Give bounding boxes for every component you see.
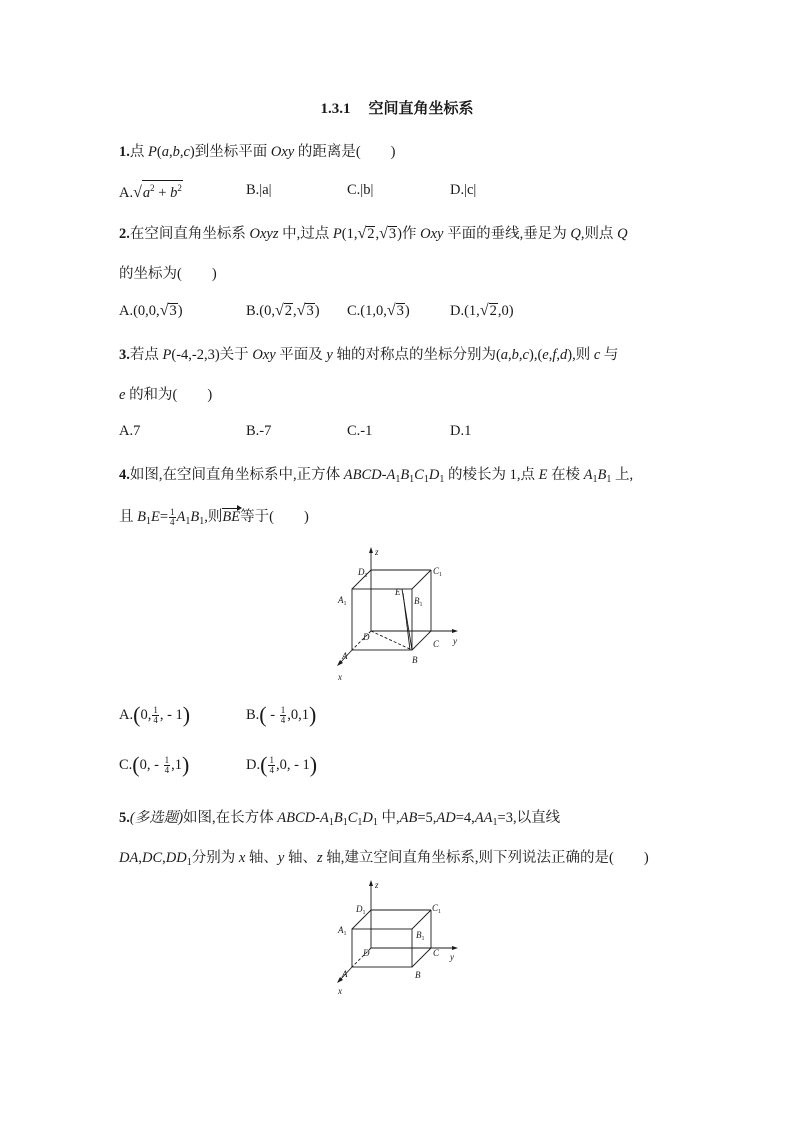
q4-label-y: y <box>453 636 457 646</box>
q5-label-c1: $C_1$ <box>432 903 442 915</box>
q4-label-d: D <box>363 632 370 642</box>
q2-text-line2: 的坐标为( <box>119 266 182 282</box>
q3-option-b[interactable]: B.-7 <box>246 423 272 439</box>
q5-label-x: x <box>338 986 342 996</box>
q1-option-a-label: A. <box>119 184 134 201</box>
q5-stem-line1 <box>119 806 560 827</box>
q4-option-d[interactable]: D.( $\frac{1}{4}$ ,0, - 1) <box>246 751 318 777</box>
q1-option-b[interactable]: B.|a| <box>246 182 272 198</box>
q1-option-c[interactable]: C.|b| <box>347 182 374 198</box>
q2-option-b[interactable]: B.(0,√2,√3) <box>246 302 320 319</box>
q4-option-a[interactable]: A.(0, $\frac{1}{4}$ , - 1) <box>119 701 191 727</box>
vector-be: BE <box>222 509 241 525</box>
q5-close: ) <box>643 850 649 866</box>
q1-option-a[interactable] <box>119 180 183 202</box>
q5-text-line1: 如图,在长方体 ABCD-$A_1B_1C_1D_1$ 中$,AB=5,AD=4,AA_1=3$,以直线 <box>183 810 561 828</box>
q3-text-line2: e 的和为( <box>119 387 178 403</box>
q5-stem-line2 <box>119 846 649 867</box>
q5-label-a1: $A_1$ <box>338 925 347 937</box>
q4-label-b: B <box>412 655 418 665</box>
q4-label-a1: $A_1$ <box>338 595 347 607</box>
q4-stem-line1 <box>119 463 633 484</box>
q4-label-d1: $D_1$ <box>358 567 368 579</box>
q2-stem-line2 <box>119 262 217 283</box>
q4-label-e: E <box>395 587 401 597</box>
q2-option-c[interactable]: C.(1,0,√3) <box>347 302 410 319</box>
q5-number: 5. <box>119 810 130 826</box>
q3-option-a[interactable]: A.7 <box>119 423 141 439</box>
q4-option-b[interactable]: B.( - $\frac{1}{4}$ ,0,1) <box>246 701 317 727</box>
q5-box-figure <box>330 878 470 996</box>
q4-label-c1: $C_1$ <box>433 566 443 578</box>
q3-option-d[interactable]: D.1 <box>450 423 472 439</box>
q4-close: ) <box>303 509 309 525</box>
q2-text-line1: 在空间直角坐标系 Oxyz 中,过点 P(1,√2,√3)作 Oxy 平面的垂线,垂足为 Q,则点 Q <box>129 225 628 242</box>
q4-cube-figure <box>330 545 470 685</box>
q2-option-a[interactable]: A.(0,0,√3) <box>119 302 183 319</box>
q2-option-d[interactable]: D.(1,√2,0) <box>450 302 514 319</box>
sqrt-icon: √ <box>133 183 142 201</box>
q1-option-a-expr: $a^2 + b^2$ <box>142 180 183 201</box>
q1-number: 1. <box>119 144 130 160</box>
q4-label-b1: $B_1$ <box>414 596 423 608</box>
q1-text: 点 P(a,b,c)到坐标平面 Oxy 的距离是( <box>129 144 361 160</box>
q5-label-d: D <box>363 948 370 958</box>
q3-close: ) <box>207 387 213 403</box>
q5-text-line2: $DA,DC,DD_1$分别为 x 轴、y 轴、z 轴,建立空间直角坐标系,则下列说法正确的是( <box>119 850 614 868</box>
q5-label-a: A <box>342 969 348 979</box>
q4-label-x: x <box>338 672 342 682</box>
q4-text-line2: 且 $B_1E=$ $\frac{1}{4}$ $A_1B_1$,则BE等于( <box>119 507 274 528</box>
q4-text-line1: 如图,在空间直角坐标系中,正方体 ABCD-$A_1B_1C_1D_1$ 的棱长为 1,点 E 在棱 $A_1B_1$ 上, <box>129 467 634 485</box>
q1-stem <box>119 140 396 161</box>
q3-stem-line1 <box>119 343 618 364</box>
q1-option-d[interactable]: D.|c| <box>450 182 477 198</box>
q5-label-c: C <box>433 948 440 958</box>
page-title <box>0 97 794 118</box>
q4-number: 4. <box>119 467 130 483</box>
q3-number: 3. <box>119 347 130 363</box>
q5-label-d1: $D_1$ <box>356 904 366 916</box>
q4-label-c: C <box>433 639 440 649</box>
q2-close: ) <box>211 266 217 282</box>
q3-option-c[interactable]: C.-1 <box>347 423 373 439</box>
q4-label-a: A <box>342 651 348 661</box>
q2-stem-line1 <box>119 222 628 243</box>
q5-tag: (多选题) <box>129 810 184 826</box>
q4-option-c[interactable]: C.(0, - $\frac{1}{4}$ ,1) <box>119 751 190 777</box>
q1-close: ) <box>390 144 396 160</box>
q5-label-b: B <box>415 970 421 980</box>
section-title: 空间直角坐标系 <box>368 101 474 117</box>
q2-number: 2. <box>119 226 130 242</box>
q5-label-y: y <box>450 952 454 962</box>
q4-label-z: z <box>375 547 379 557</box>
q3-text-line1: 若点 P(-4,-2,3)关于 Oxy 平面及 y 轴的对称点的坐标分别为(a,b,c),(e,f,d),则 c 与 <box>129 347 619 363</box>
q3-stem-line2 <box>119 383 212 404</box>
q5-label-b1: $B_1$ <box>416 930 425 942</box>
section-number: 1.3.1 <box>320 101 351 117</box>
q4-stem-line2 <box>119 505 309 527</box>
q5-label-z: z <box>375 880 379 890</box>
